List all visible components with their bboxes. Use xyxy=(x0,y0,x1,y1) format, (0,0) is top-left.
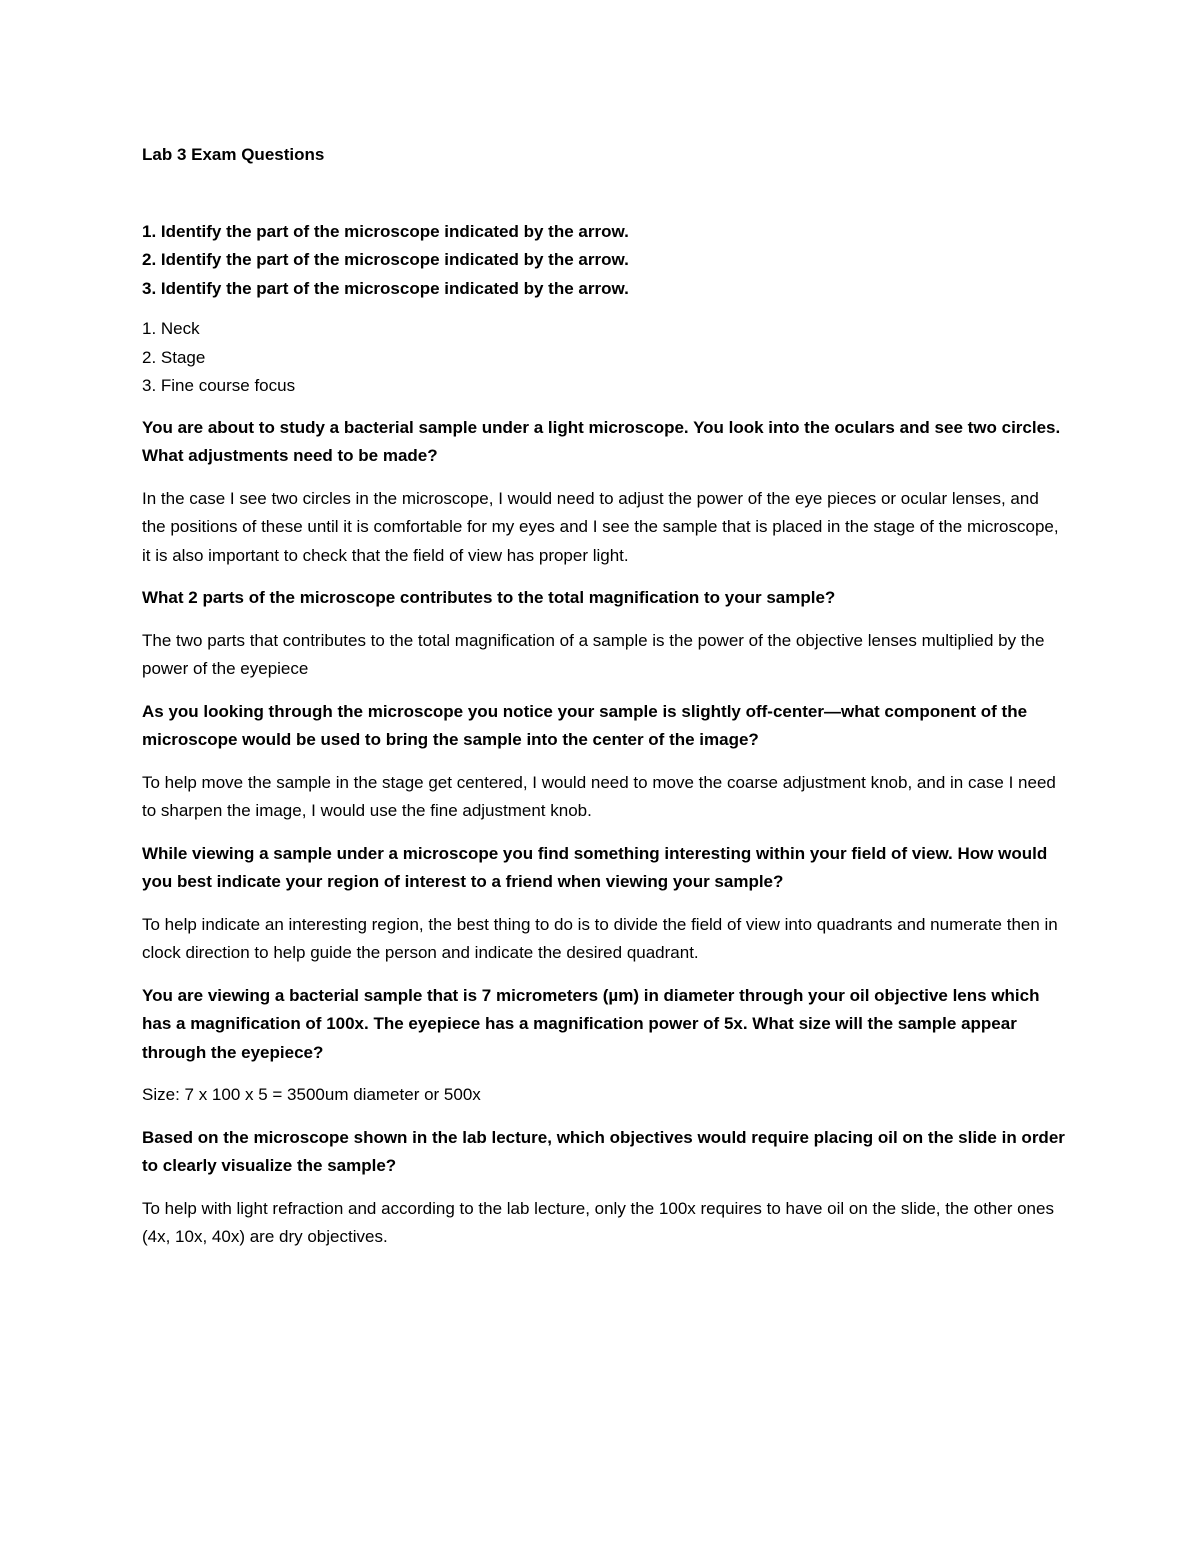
document-body xyxy=(142,141,1067,1266)
identify-answer-list xyxy=(142,315,1067,401)
answer-text: To help move the sample in the stage get centered, I would need to move the coarse adjustment knob, and in case I need to sharpen the image, I would use the fine adjustment knob. xyxy=(142,772,1056,820)
identify-answer: 3. Fine course focus xyxy=(142,376,296,395)
identify-question-list xyxy=(142,218,1067,304)
question-text: As you looking through the microscope you notice your sample is slightly off-center—what component of the microscope would be used to bring the sample into the center of the image? xyxy=(142,701,1028,749)
answer-text: Size: 7 x 100 x 5 = 3500um diameter or 500x xyxy=(142,1085,481,1104)
identify-answer: 2. Stage xyxy=(142,347,206,367)
identify-question: 1. Identify the part of the microscope indicated by the arrow. xyxy=(142,221,629,241)
answer-text: In the case I see two circles in the microscope, I would need to adjust the power of the eye pieces or ocular lenses, and the positions of these until it is comfortable for my eyes and I see the sample that is placed in the stage of the microscope, it is also important to check that the field of view has proper light. xyxy=(142,488,1059,565)
question-text: While viewing a sample under a microscope you find something interesting within your field of view. How would you best indicate your region of interest to a friend when viewing your sample? xyxy=(142,843,1048,891)
answer-text: To help indicate an interesting region, the best thing to do is to divide the field of view into quadrants and numerate then in clock direction to help guide the person and indicate the desired quadrant. xyxy=(142,914,1058,962)
answer-text: To help with light refraction and according to the lab lecture, only the 100x requires to have oil on the slide, the other ones (4x, 10x, 40x) are dry objectives. xyxy=(142,1198,1054,1246)
document-title: Lab 3 Exam Questions xyxy=(142,145,325,164)
question-text: What 2 parts of the microscope contributes to the total magnification to your sample? xyxy=(142,588,836,607)
identify-answer: 1. Neck xyxy=(142,319,200,338)
identify-question: 3. Identify the part of the microscope indicated by the arrow. xyxy=(142,278,629,298)
question-text: Based on the microscope shown in the lab lecture, which objectives would require placing oil on the slide in order to clearly visualize the sample? xyxy=(142,1127,1065,1175)
question-text: You are viewing a bacterial sample that is 7 micrometers (µm) in diameter through your oil objective lens which has a magnification of 100x. The eyepiece has a magnification power of 5x. What size will the sample appear through the eyepiece? xyxy=(142,985,1040,1062)
question-text: You are about to study a bacterial sample under a light microscope. You look into the oculars and see two circles. What adjustments need to be made? xyxy=(142,417,1061,465)
identify-question: 2. Identify the part of the microscope indicated by the arrow. xyxy=(142,250,629,269)
answer-text: The two parts that contributes to the total magnification of a sample is the power of the objective lenses multiplied by the power of the eyepiece xyxy=(142,630,1045,678)
